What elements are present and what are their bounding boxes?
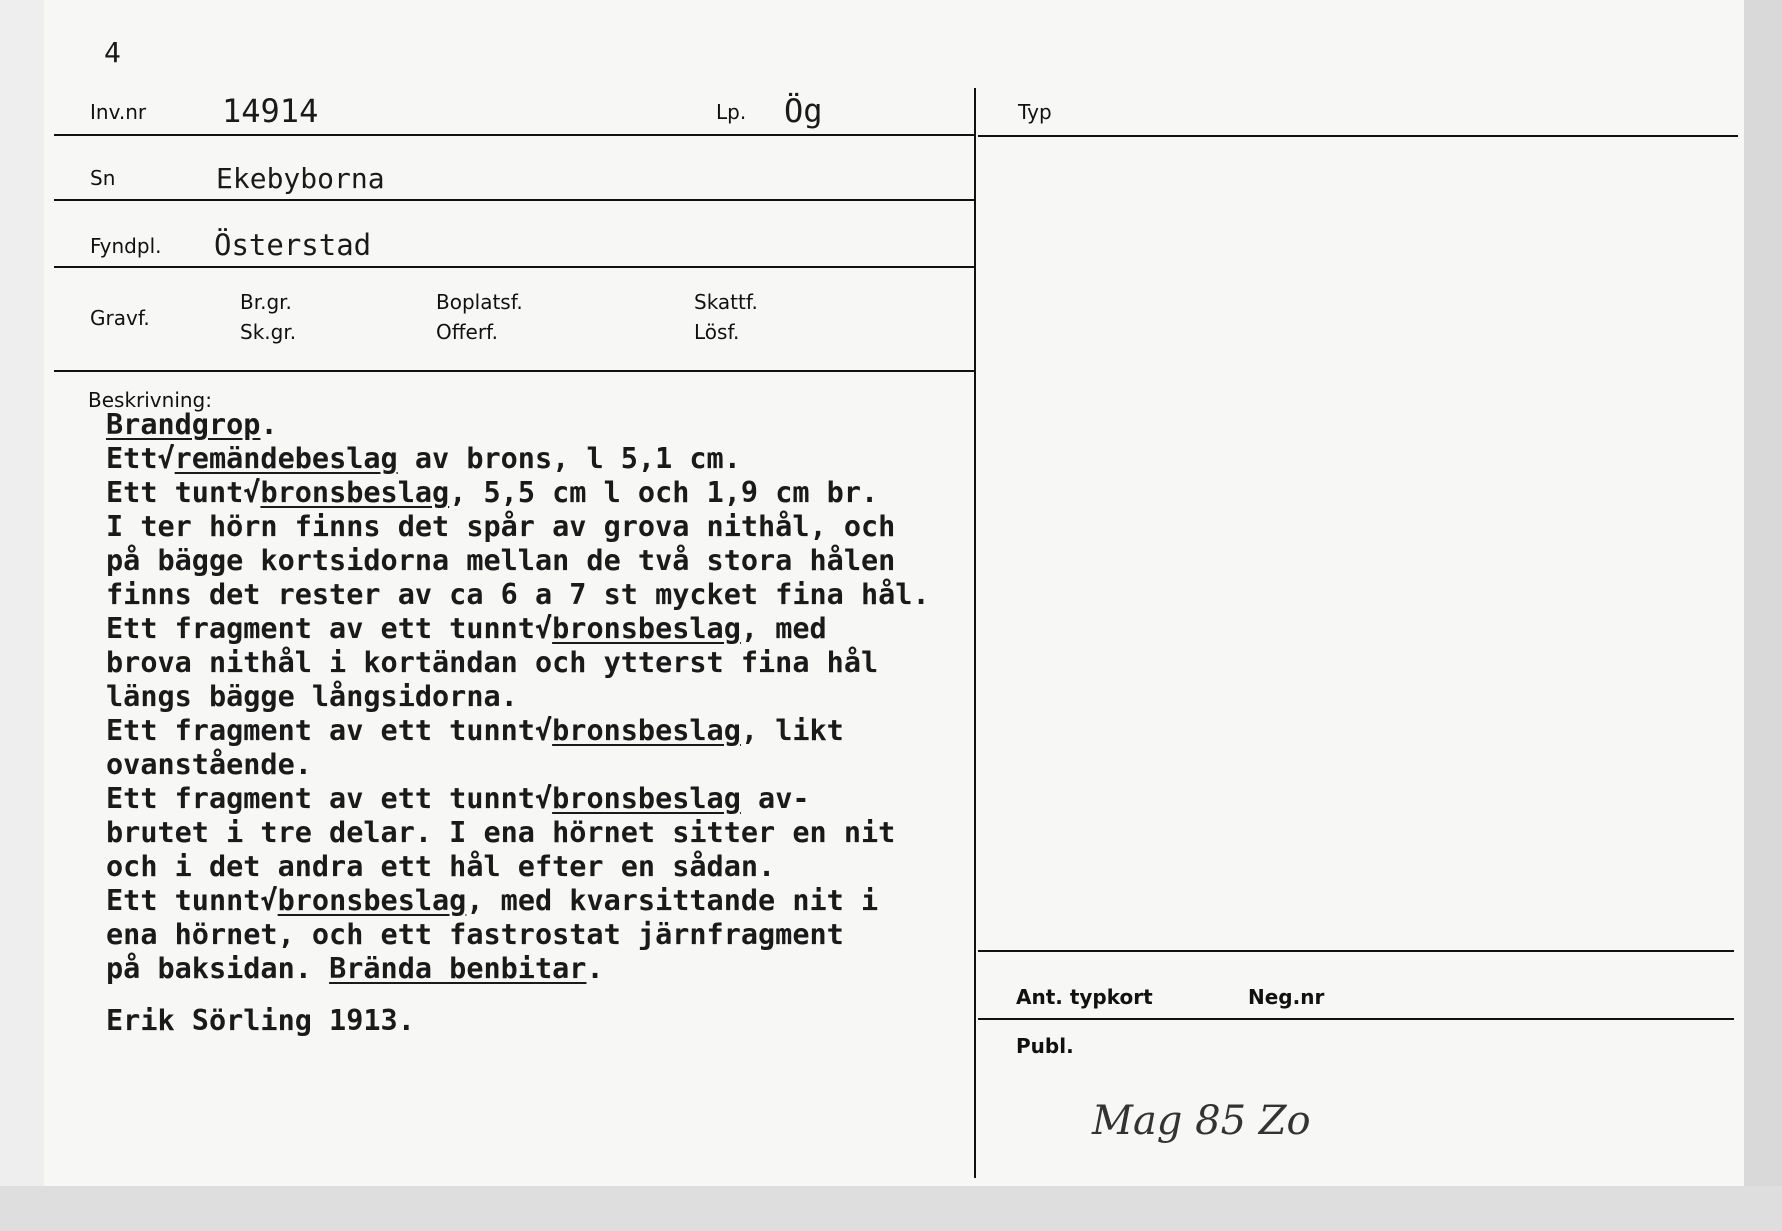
desc-line-6: finns det rester av ca 6 a 7 st mycket fina hål. xyxy=(106,578,930,611)
skattf-label: Skattf. xyxy=(694,290,758,314)
losf-label: Lösf. xyxy=(694,320,740,344)
divider-sn xyxy=(54,199,974,201)
desc-line-15: Ett tunnt√bronsbeslag, med kvarsittande nit i xyxy=(106,884,879,917)
desc-line-13: brutet i tre delar. I ena hörnet sitter en nit xyxy=(106,816,896,849)
skgr-label: Sk.gr. xyxy=(240,320,297,344)
scan-backdrop-bottom xyxy=(0,1186,1782,1231)
desc-line-4: I ter hörn finns det spår av grova nithål, och xyxy=(106,510,896,543)
fyndpl-value: Österstad xyxy=(214,228,372,262)
desc-line-1: Brandgrop. xyxy=(106,408,278,441)
desc-line-2: Ett√remändebeslag av brons, l 5,1 cm. xyxy=(106,442,741,475)
offerf-label: Offerf. xyxy=(436,320,498,344)
ant-typkort-label: Ant. typkort xyxy=(1016,985,1153,1009)
desc-line-16: ena hörnet, och ett fastrostat järnfragment xyxy=(106,918,844,951)
fyndpl-label: Fyndpl. xyxy=(90,234,162,258)
desc-line-3: Ett tunt√bronsbeslag, 5,5 cm l och 1,9 cm br. xyxy=(106,476,879,509)
lp-label: Lp. xyxy=(716,100,747,124)
sn-value: Ekebyborna xyxy=(216,162,385,195)
scan-backdrop-right xyxy=(1744,0,1782,1231)
beskrivning-label: Beskrivning: xyxy=(88,388,212,412)
divider-inv xyxy=(54,134,974,136)
author-signature: Erik Sörling 1913. xyxy=(106,1004,415,1037)
divider-fyndpl xyxy=(54,266,974,268)
sn-label: Sn xyxy=(90,166,116,190)
desc-line-11: ovanstående. xyxy=(106,748,312,781)
handwritten-note: Mag 85 Zo xyxy=(1092,1098,1311,1144)
divider-publ xyxy=(978,1018,1734,1020)
brgr-label: Br.gr. xyxy=(240,290,292,314)
publ-label: Publ. xyxy=(1016,1034,1074,1058)
description-text xyxy=(106,408,1006,1038)
desc-line-12: Ett fragment av ett tunnt√bronsbeslag av- xyxy=(106,782,810,815)
typ-label: Typ xyxy=(1018,100,1052,124)
lp-value: Ög xyxy=(784,92,823,130)
desc-line-5: på bägge kortsidorna mellan de två stora hålen xyxy=(106,544,896,577)
inv-label: Inv.nr xyxy=(90,100,147,124)
divider-typ xyxy=(978,135,1738,137)
negnr-label: Neg.nr xyxy=(1248,985,1325,1009)
desc-line-17: på baksidan. Brända benbitar. xyxy=(106,952,604,985)
desc-line-8: brova nithål i kortändan och ytterst fina hål xyxy=(106,646,879,679)
divider-gravf xyxy=(54,370,974,372)
gravf-label: Gravf. xyxy=(90,306,150,330)
inv-value: 14914 xyxy=(222,92,319,130)
desc-line-14: och i det andra ett hål efter en sådan. xyxy=(106,850,776,883)
desc-line-10: Ett fragment av ett tunnt√bronsbeslag, likt xyxy=(106,714,844,747)
boplatsf-label: Boplatsf. xyxy=(436,290,523,314)
divider-ant-typkort-top xyxy=(978,950,1734,952)
desc-line-9: längs bägge långsidorna. xyxy=(106,680,518,713)
card-number: 4 xyxy=(104,36,121,69)
scan-backdrop-left xyxy=(0,0,44,1231)
desc-line-7: Ett fragment av ett tunnt√bronsbeslag, med xyxy=(106,612,827,645)
